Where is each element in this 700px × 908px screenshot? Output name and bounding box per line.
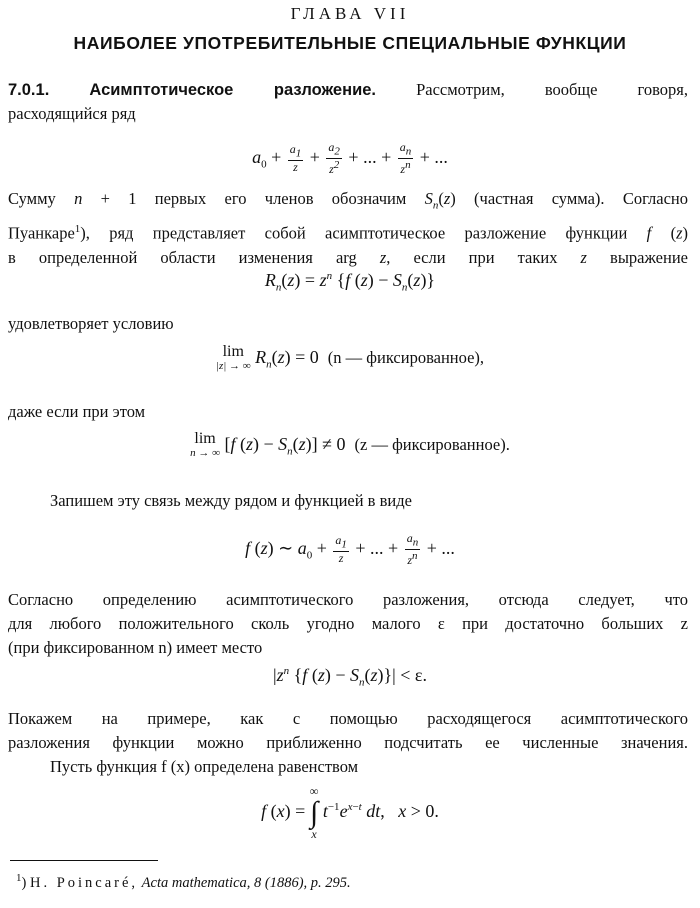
section-heading: Асимптотическое разложение. [89,81,376,99]
chapter-heading: ГЛАВА VII [290,4,410,23]
footnote-ref[interactable]: 1 [74,223,81,236]
equation-asymptotic: f (z) ∼ $a_0$ + $\frac{a_1}{z}$ + ... + $\frac{a_n}{z^n}$ + ... [245,531,455,568]
equation-series: $a_0$ + $\frac{a_1}{z}$ + $\frac{a_2}{z^2}$ + ... + $\frac{a_n}{z^n}$ + ... [252,140,448,177]
section-intro [8,78,688,126]
text-even-if: даже если при этом [8,402,146,421]
intro-text: Рассмотрим, вообще говоря, [416,80,689,99]
paragraph-example-3: Пусть функция f (x) определена равенством [50,757,359,776]
equation-limit-n: lim n → ∞ [f $(z) - S_n(z)] \ne 0$ (z — фиксированное). [190,430,510,459]
intro-text-2: расходящийся ряд [8,104,136,123]
paragraph-definition: Согласно определению асимптотического разложения, отсюда следует, что для любого положительного сколь угодно малого ε при достаточно больших z (при фиксированном n) имеет место [8,590,688,657]
equation-integral: f (x) = ∞ ∫ x $t^{-1}e^{x-t}$ dt, x > 0. [261,784,439,841]
paragraph-example: Покажем на примере, как с помощью расходящегося асимптотического [8,709,688,728]
footnote-mark: 1 [16,872,22,884]
footnote-source: Acta mathematica, 8 (1886), p. 295. [141,874,351,891]
footnote-divider [10,860,158,861]
equation-limit-z: lim |z| → ∞ $R_n(z) = 0$ (n — фиксированное), [215,343,485,372]
equation-inequality: $|z^n$ {f $(z) - S_n(z)\}| < \varepsilon$. [273,665,427,689]
text-satisfies: удовлетворяет условию [8,314,174,333]
chapter-title: НАИБОЛЕЕ УПОТРЕБИТЕЛЬНЫЕ СПЕЦИАЛЬНЫЕ ФУНКЦИИ [73,33,627,53]
section-number: 7.0.1. [8,81,50,99]
footnote-author: H. Poincaré, [29,874,139,891]
paragraph-partial-sum: Сумму n + 1 первых его членов обозначим $S_n(z)$ (частная сумма). Согласно Пуанкаре$^1$), ряд представляет собой асимптотическое разложение функции f (z) в определенной области изменения arg z, если при таких z выражение [8,189,688,267]
paragraph-example-2: разложения функции можно приближенно подсчитать ее численные значения. [8,733,688,752]
footnote: $^1$) H. Poincaré, Acta mathematica, 8 (1886), p. 295. [16,872,351,891]
text-write: Запишем эту связь между рядом и функцией в виде [50,491,412,510]
equation-remainder: $R_n(z) = z^n$ {f $(z) - S_n(z)$} [264,270,436,294]
